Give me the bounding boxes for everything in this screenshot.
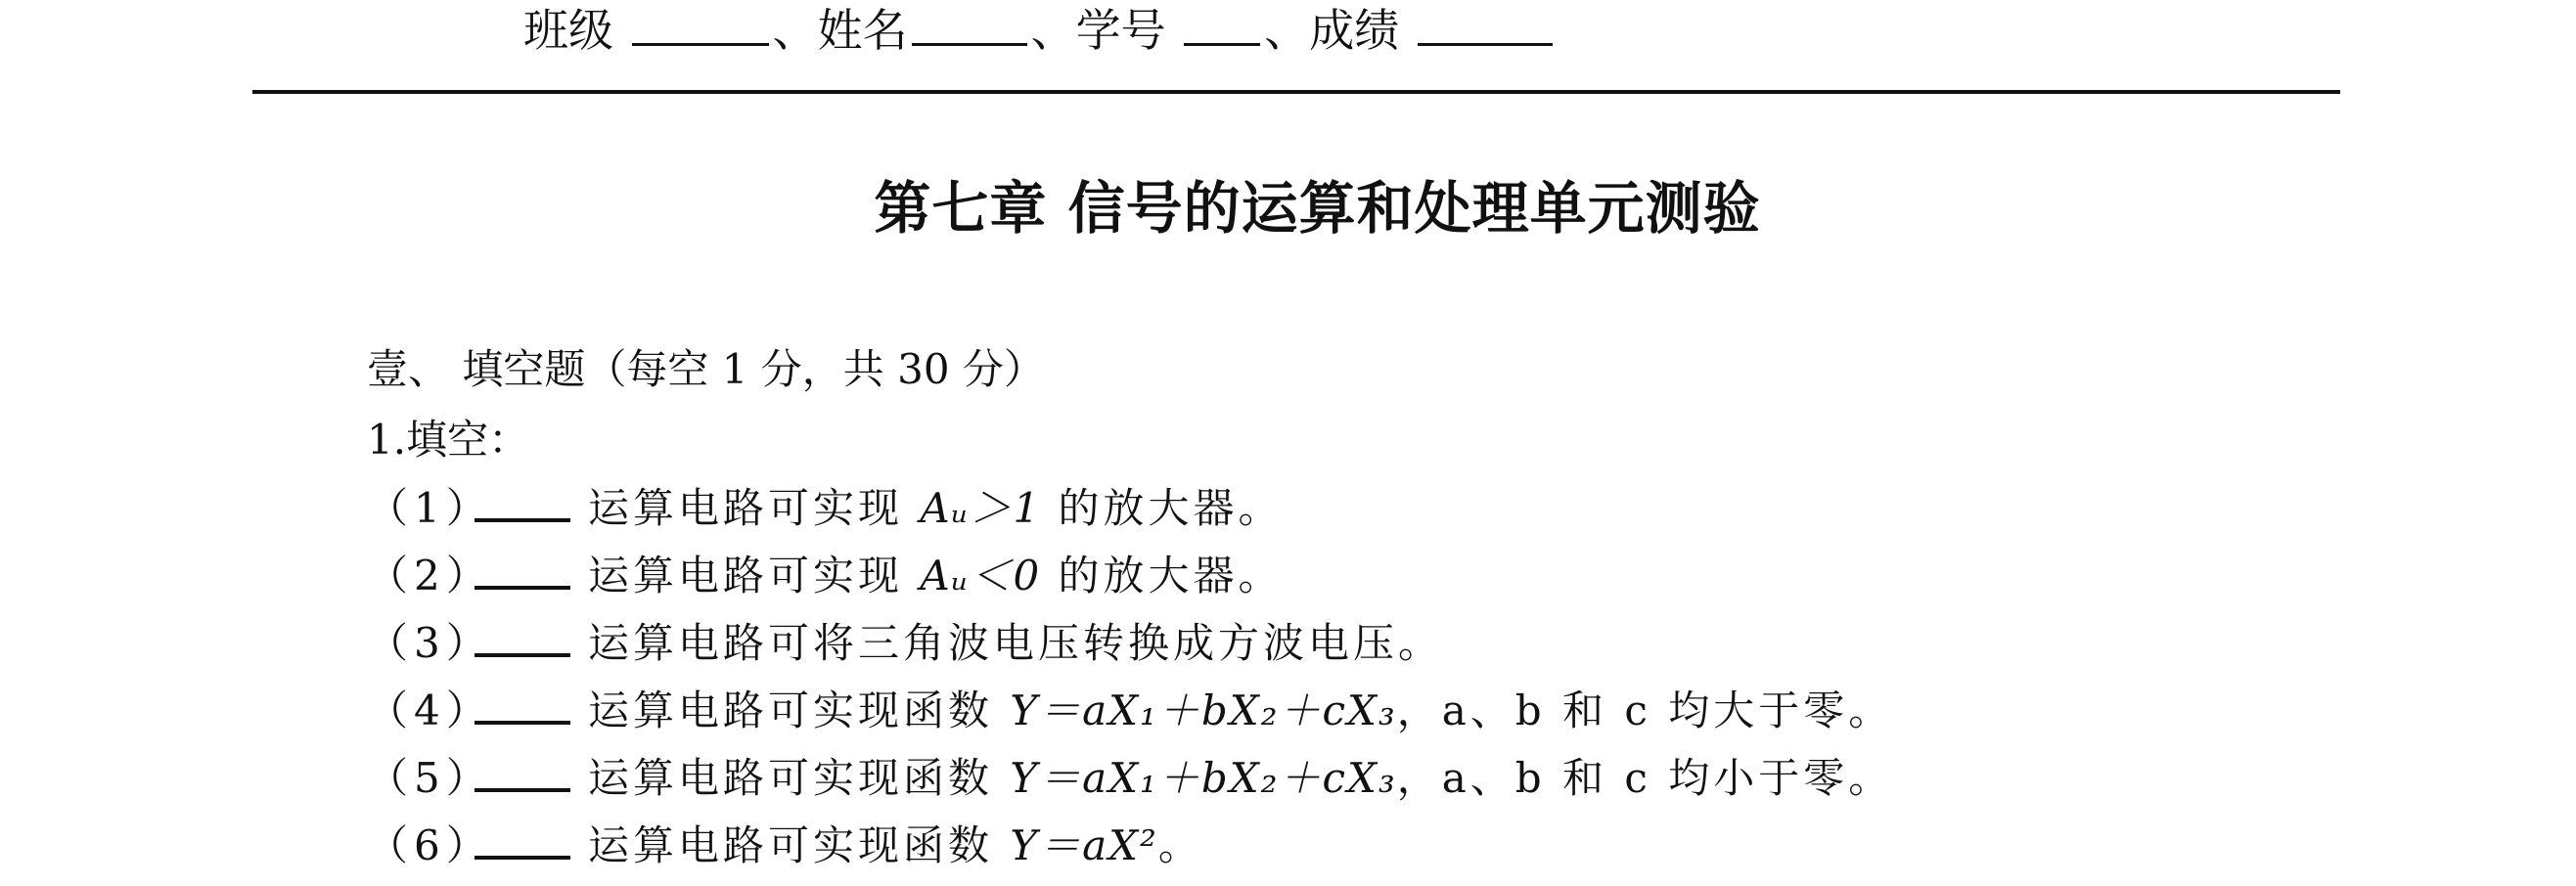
item-suffix: ，a、b 和 c 均小于零。: [1396, 754, 1894, 802]
score-blank[interactable]: [1418, 0, 1553, 46]
item-suffix: 的放大器。: [1041, 484, 1284, 532]
name-label: 、姓名: [772, 4, 908, 57]
item-formula: Y＝aX₁＋bX₂＋cX₃: [1010, 687, 1397, 734]
score-label: 、成绩: [1264, 4, 1400, 57]
item-formula: Y＝aX²: [1010, 821, 1158, 869]
item-text: 运算电路可实现函数: [588, 687, 1011, 734]
item-suffix: 的放大器。: [1041, 552, 1284, 599]
answer-blank[interactable]: [475, 481, 570, 522]
page-title: 第七章 信号的运算和处理单元测验: [874, 175, 1761, 242]
item-text: 运算电路可实现函数: [588, 754, 1011, 802]
item-number: （1）: [367, 484, 493, 532]
class-blank[interactable]: [632, 0, 769, 46]
answer-blank[interactable]: [475, 684, 570, 725]
answer-blank[interactable]: [475, 549, 570, 590]
question-label: 1.填空：: [367, 416, 530, 464]
item-text: 运算电路可将三角波电压转换成方波电压。: [588, 619, 1444, 667]
item-number: （3）: [367, 619, 493, 667]
student-info-line: [523, 0, 1557, 60]
item-number: （2）: [367, 552, 493, 599]
item-text: 运算电路可实现函数: [588, 821, 1011, 869]
student-id-label: 、学号: [1030, 4, 1166, 57]
item-formula: Aᵤ＞1: [920, 484, 1042, 532]
item-formula: Aᵤ＜0: [920, 552, 1042, 599]
item-formula: Y＝aX₁＋bX₂＋cX₃: [1010, 754, 1397, 802]
class-label: 班级: [523, 4, 613, 57]
student-id-blank[interactable]: [1184, 0, 1260, 46]
item-suffix: 。: [1157, 821, 1203, 869]
fill-in-item: [367, 481, 1893, 549]
item-text: 运算电路可实现: [588, 484, 921, 532]
fill-in-item: [367, 819, 1893, 886]
item-number: （5）: [367, 754, 493, 802]
fill-in-item: [367, 616, 1893, 684]
item-suffix: ，a、b 和 c 均大于零。: [1396, 687, 1894, 734]
fill-in-item: [367, 549, 1893, 616]
name-blank[interactable]: [912, 0, 1027, 46]
item-number: （6）: [367, 821, 493, 869]
answer-blank[interactable]: [475, 751, 570, 792]
item-number: （4）: [367, 687, 493, 734]
section-heading: 壹、 填空题（每空 1 分，共 30 分）: [367, 345, 1045, 393]
answer-blank[interactable]: [475, 819, 570, 860]
fill-in-item: [367, 751, 1893, 819]
answer-blank[interactable]: [475, 616, 570, 657]
fill-in-list: [367, 481, 1893, 886]
header-divider: [252, 90, 2340, 94]
item-text: 运算电路可实现: [588, 552, 921, 599]
fill-in-item: [367, 684, 1893, 751]
